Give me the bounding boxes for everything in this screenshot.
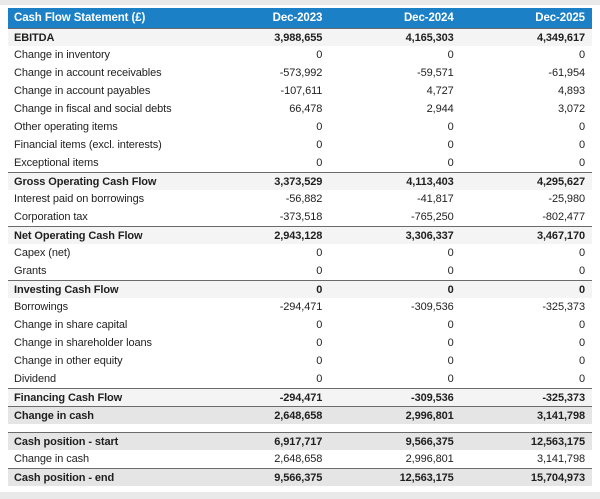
cell-value: 6,917,717 (274, 435, 323, 448)
cell-value: 0 (447, 121, 454, 133)
table-row (8, 262, 592, 280)
cell-value: 9,566,375 (274, 471, 323, 484)
row-label: Change in account payables (14, 85, 151, 97)
cell-value: 0 (316, 337, 323, 349)
cell-value: -56,882 (285, 193, 323, 205)
cash-flow-statement-table (8, 8, 592, 486)
table-row (8, 64, 592, 82)
cell-value: -325,373 (542, 391, 585, 404)
cell-value: -573,992 (279, 67, 323, 79)
table-row (8, 316, 592, 334)
cell-value: 0 (578, 337, 585, 349)
table-row (8, 28, 592, 46)
cell-value: 4,113,403 (406, 175, 454, 188)
table-row (8, 280, 592, 298)
cell-value: -802,477 (542, 211, 585, 223)
cell-value: 4,893 (557, 85, 585, 97)
cell-value: 0 (316, 247, 323, 259)
cell-value: 3,141,798 (536, 409, 585, 422)
cell-value: 0 (316, 139, 323, 151)
cell-value: 2,944 (426, 103, 454, 115)
table-row (8, 370, 592, 388)
cell-value: 0 (447, 337, 454, 349)
table-row (8, 46, 592, 64)
table-row (8, 406, 592, 424)
cell-value: -61,954 (548, 67, 585, 79)
cell-value: 0 (316, 319, 323, 331)
table-row (8, 468, 592, 486)
row-label: Cash position - start (14, 435, 119, 448)
cell-value: -325,373 (542, 301, 585, 313)
column-header-dec-2025: Dec-2025 (535, 12, 585, 24)
cell-value: 66,478 (289, 103, 323, 115)
cell-value: 0 (316, 283, 323, 296)
cell-value: 0 (447, 247, 454, 259)
cell-value: 0 (316, 265, 323, 277)
row-label: Capex (net) (14, 247, 71, 259)
cell-value: -373,518 (279, 211, 323, 223)
cell-value: 12,563,175 (399, 471, 454, 484)
cell-value: 3,072 (557, 103, 585, 115)
table-header-row (8, 8, 592, 28)
cell-value: 0 (447, 49, 454, 61)
cell-value: 12,563,175 (530, 435, 585, 448)
table-row (8, 334, 592, 352)
cell-value: 0 (578, 373, 585, 385)
cell-value: 0 (578, 247, 585, 259)
row-label: EBITDA (14, 31, 55, 44)
cell-value: -59,571 (417, 67, 454, 79)
row-label: Dividend (14, 373, 57, 385)
row-label: Net Operating Cash Flow (14, 229, 143, 242)
section-divider (8, 424, 592, 432)
row-label: Exceptional items (14, 157, 99, 169)
cell-value: 0 (578, 121, 585, 133)
column-header-dec-2024: Dec-2024 (403, 12, 454, 24)
table-row (8, 208, 592, 226)
cell-value: 3,373,529 (274, 175, 323, 188)
cell-value: 2,996,801 (405, 453, 454, 465)
row-label: Gross Operating Cash Flow (14, 175, 157, 188)
row-label: Grants (14, 265, 47, 277)
table-title: Cash Flow Statement (£) (14, 12, 146, 24)
cell-value: 0 (447, 265, 454, 277)
cell-value: 0 (447, 283, 454, 296)
row-label: Borrowings (14, 301, 69, 313)
table-row (8, 432, 592, 450)
cell-value: 4,295,627 (536, 175, 585, 188)
row-label: Change in share capital (14, 319, 128, 331)
table-row (8, 298, 592, 316)
row-label: Financing Cash Flow (14, 391, 123, 404)
table-row (8, 450, 592, 468)
cell-value: 2,648,658 (274, 453, 323, 465)
cell-value: 9,566,375 (405, 435, 454, 448)
cell-value: 0 (578, 355, 585, 367)
table-row (8, 118, 592, 136)
cell-value: 0 (447, 355, 454, 367)
row-label: Corporation tax (14, 211, 88, 223)
table-row (8, 190, 592, 208)
table-row (8, 100, 592, 118)
column-header-dec-2023: Dec-2023 (272, 12, 323, 24)
main-rows (8, 28, 592, 424)
cell-value: 0 (316, 355, 323, 367)
cell-value: 0 (316, 121, 323, 133)
cell-value: 0 (578, 283, 585, 296)
table-row (8, 388, 592, 406)
row-label: Other operating items (14, 121, 118, 133)
row-label: Investing Cash Flow (14, 283, 119, 296)
cell-value: 4,349,617 (536, 31, 585, 44)
cell-value: -309,536 (411, 301, 454, 313)
cell-value: 0 (316, 373, 323, 385)
row-label: Financial items (excl. interests) (14, 139, 162, 151)
cell-value: -294,471 (279, 301, 323, 313)
table-row (8, 226, 592, 244)
cell-value: 4,727 (426, 85, 454, 97)
table-row (8, 154, 592, 172)
cell-value: 3,141,798 (536, 453, 585, 465)
row-label: Interest paid on borrowings (14, 193, 144, 205)
cell-value: 2,648,658 (274, 409, 323, 422)
table-row (8, 352, 592, 370)
cell-value: 4,165,303 (405, 31, 454, 44)
table-row (8, 136, 592, 154)
cell-value: 0 (578, 319, 585, 331)
cell-value: 0 (578, 49, 585, 61)
cell-value: 3,988,655 (274, 31, 323, 44)
cell-value: -309,536 (411, 391, 454, 404)
cell-value: -41,817 (417, 193, 454, 205)
table-row (8, 82, 592, 100)
cell-value: 0 (316, 157, 323, 169)
cell-value: 0 (578, 139, 585, 151)
cell-value: 0 (447, 139, 454, 151)
cell-value: 0 (578, 157, 585, 169)
cell-value: 0 (578, 265, 585, 277)
row-label: Change in inventory (14, 49, 110, 61)
summary-rows (8, 432, 592, 486)
cell-value: -25,980 (548, 193, 585, 205)
cell-value: 0 (447, 373, 454, 385)
cell-value: 0 (316, 49, 323, 61)
row-label: Change in fiscal and social debts (14, 103, 172, 115)
row-label: Change in cash (14, 409, 94, 422)
cell-value: -294,471 (279, 391, 323, 404)
row-label: Cash position - end (14, 471, 115, 484)
cell-value: 3,306,337 (405, 229, 454, 242)
row-label: Change in shareholder loans (14, 337, 152, 349)
cell-value: -107,611 (280, 85, 323, 97)
row-label: Change in account receivables (14, 67, 162, 79)
cell-value: 2,943,128 (274, 229, 323, 242)
cell-value: 15,704,973 (530, 471, 585, 484)
cell-value: 0 (447, 157, 454, 169)
cell-value: 2,996,801 (405, 409, 454, 422)
cell-value: 3,467,170 (536, 229, 585, 242)
table-row (8, 172, 592, 190)
row-label: Change in other equity (14, 355, 123, 367)
statement-card (0, 5, 600, 492)
cell-value: 0 (447, 319, 454, 331)
row-label: Change in cash (14, 453, 90, 465)
table-row (8, 244, 592, 262)
cell-value: -765,250 (411, 211, 454, 223)
